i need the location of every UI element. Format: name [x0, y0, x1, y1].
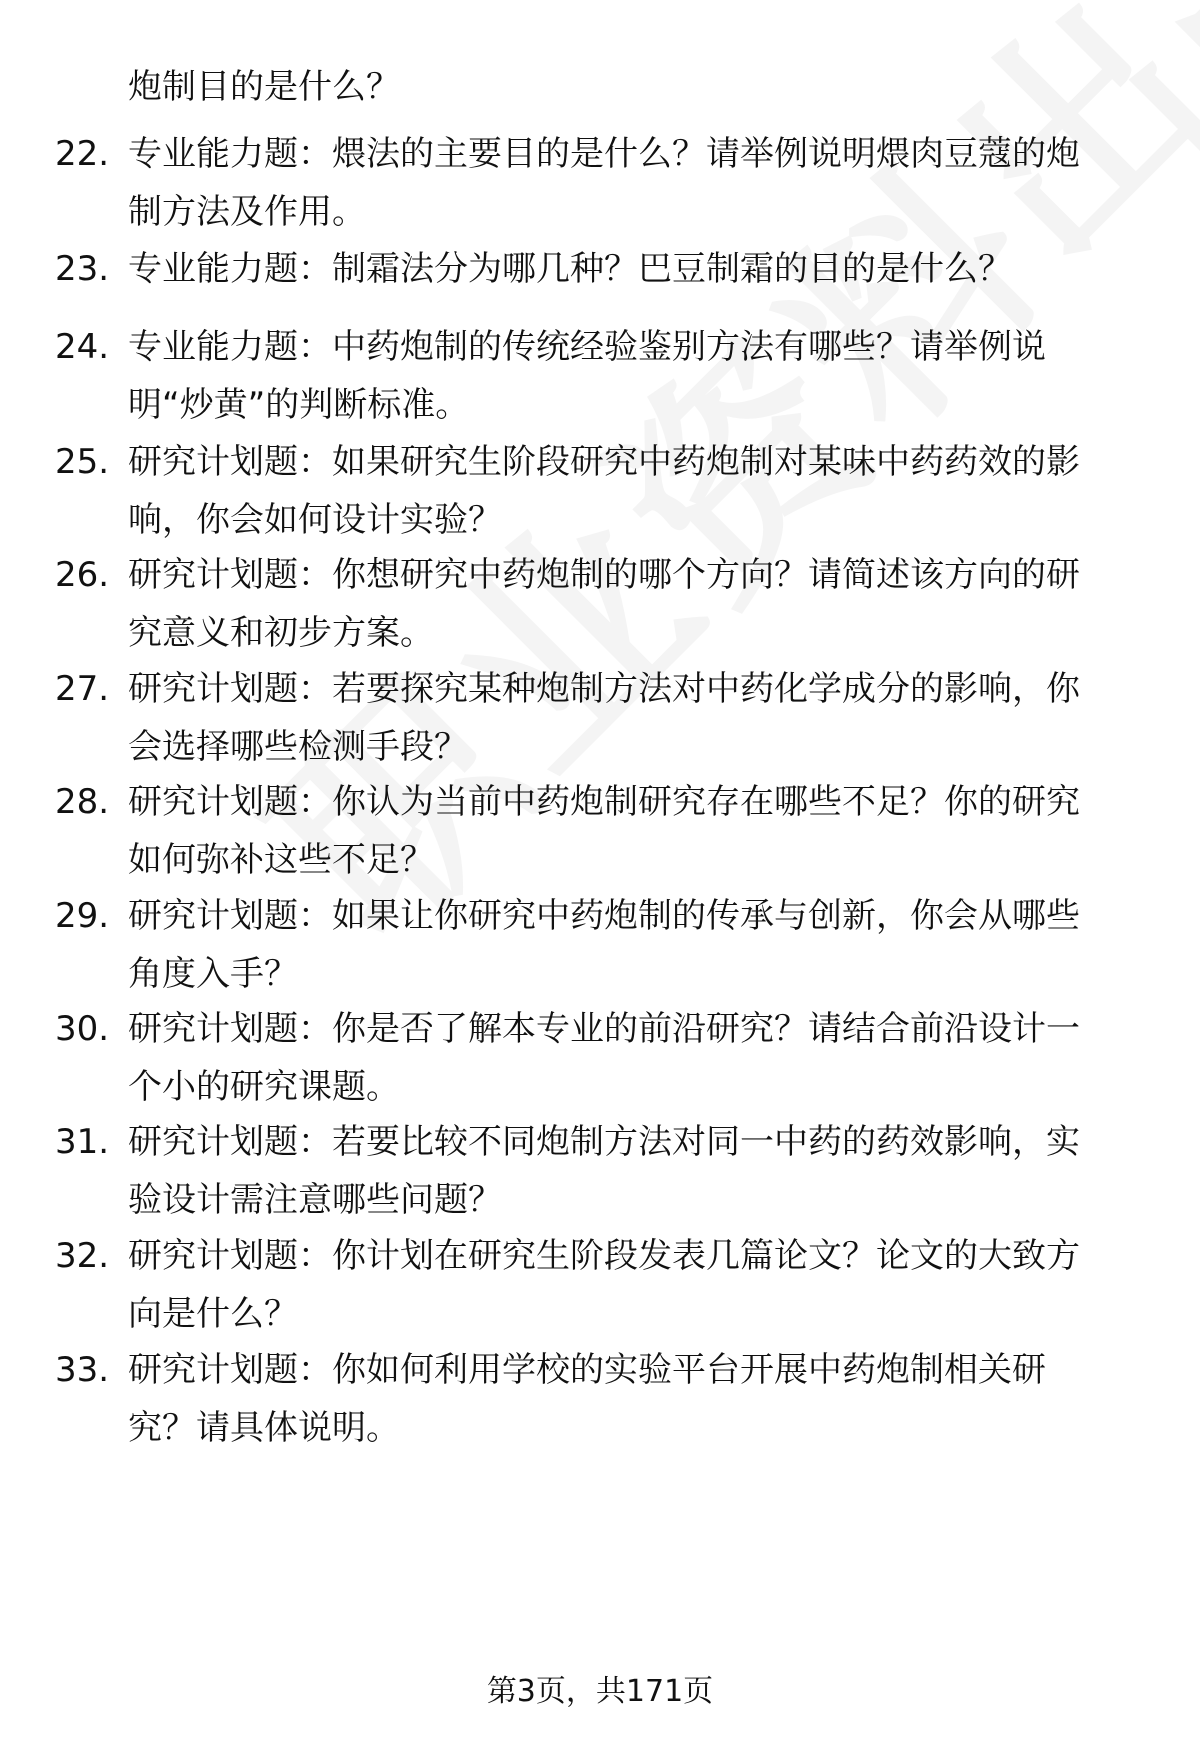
question-text	[128, 1341, 1138, 1457]
question-text	[128, 1227, 1138, 1343]
question-number: 29.	[55, 896, 110, 936]
question-number: 30.	[55, 1009, 110, 1049]
question-text	[128, 773, 1138, 889]
question-text	[128, 318, 1138, 434]
question-line: 明“炒黄”的判断标准。	[128, 385, 470, 425]
question-number: 23.	[55, 249, 110, 289]
question-text	[128, 546, 1138, 662]
question-text	[128, 240, 1138, 298]
question-line: 专业能力题：制霜法分为哪几种？巴豆制霜的目的是什么？	[128, 249, 1012, 289]
question-line: 研究计划题：若要探究某种炮制方法对中药化学成分的影响，你	[128, 669, 1080, 709]
question-number: 32.	[55, 1236, 110, 1276]
question-line: 研究计划题：你计划在研究生阶段发表几篇论文？论文的大致方	[128, 1236, 1080, 1276]
question-text	[128, 660, 1138, 776]
question-text	[128, 887, 1138, 1003]
question-line: 专业能力题：煨法的主要目的是什么？请举例说明煨肉豆蔻的炮	[128, 134, 1080, 174]
question-line: 研究计划题：你想研究中药炮制的哪个方向？请简述该方向的研	[128, 555, 1080, 595]
question-number: 24.	[55, 327, 110, 367]
question-text	[128, 1113, 1138, 1229]
question-line: 究？请具体说明。	[128, 1408, 400, 1448]
question-number: 25.	[55, 442, 110, 482]
question-number: 27.	[55, 669, 110, 709]
question-line: 向是什么？	[128, 1294, 298, 1334]
question-line: 究意义和初步方案。	[128, 613, 434, 653]
question-line: 研究计划题：你认为当前中药炮制研究存在哪些不足？你的研究	[128, 782, 1080, 822]
question-number: 26.	[55, 555, 110, 595]
question-line: 响，你会如何设计实验？	[128, 500, 502, 540]
question-line: 会选择哪些检测手段？	[128, 727, 468, 767]
question-text	[128, 125, 1138, 241]
question-line: 研究计划题：如果研究生阶段研究中药炮制对某味中药药效的影	[128, 442, 1080, 482]
question-number: 22.	[55, 134, 110, 174]
question-line: 研究计划题：如果让你研究中药炮制的传承与创新，你会从哪些	[128, 896, 1080, 936]
question-number: 31.	[55, 1122, 110, 1162]
continuation-line: 炮制目的是什么？	[128, 67, 400, 107]
question-number: 28.	[55, 782, 110, 822]
question-text	[128, 1000, 1138, 1116]
question-line: 角度入手？	[128, 954, 298, 994]
question-line: 专业能力题：中药炮制的传统经验鉴别方法有哪些？请举例说	[128, 327, 1046, 367]
question-line: 研究计划题：你是否了解本专业的前沿研究？请结合前沿设计一	[128, 1009, 1080, 1049]
question-line: 研究计划题：若要比较不同炮制方法对同一中药的药效影响，实	[128, 1122, 1080, 1162]
question-line: 研究计划题：你如何利用学校的实验平台开展中药炮制相关研	[128, 1350, 1046, 1390]
question-line: 验设计需注意哪些问题？	[128, 1180, 502, 1220]
question-line: 制方法及作用。	[128, 192, 366, 232]
question-number: 33.	[55, 1350, 110, 1390]
page-footer: 第3页，共171页	[486, 1674, 714, 1709]
question-line: 如何弥补这些不足？	[128, 840, 434, 880]
question-line: 个小的研究课题。	[128, 1067, 400, 1107]
question-text	[128, 433, 1138, 549]
